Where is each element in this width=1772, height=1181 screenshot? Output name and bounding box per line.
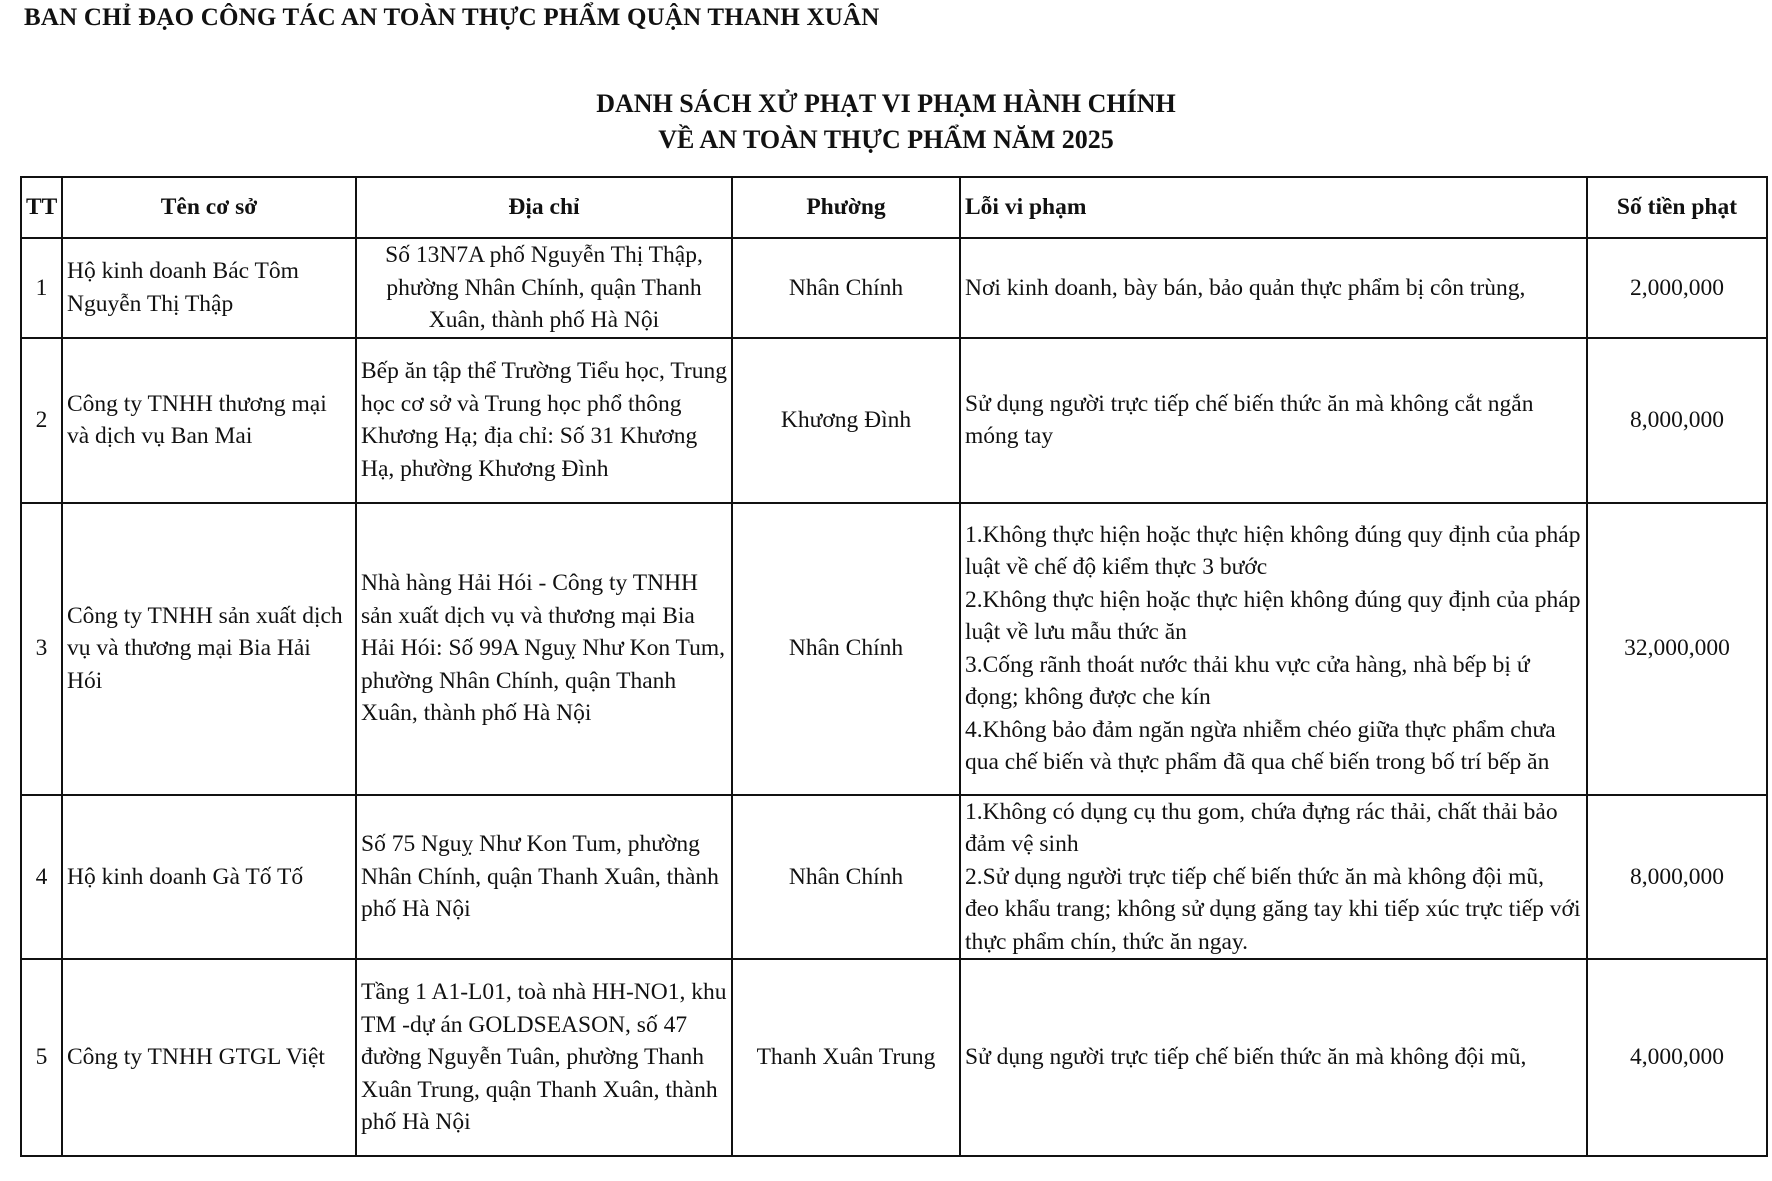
cell-fine: 8,000,000 [1587, 338, 1767, 503]
cell-ward: Nhân Chính [732, 795, 960, 960]
cell-name: Công ty TNHH thương mại và dịch vụ Ban Mai [62, 338, 356, 503]
cell-tt: 5 [21, 959, 62, 1156]
cell-ward: Nhân Chính [732, 238, 960, 338]
violations-table [20, 176, 1768, 1157]
violation-item: 3.Cống rãnh thoát nước thải khu vực cửa hàng, nhà bếp bị ứ đọng; không được che kín [965, 651, 1530, 710]
cell-tt: 3 [21, 503, 62, 795]
table-row [21, 338, 1767, 503]
cell-fine: 8,000,000 [1587, 795, 1767, 960]
cell-ward: Thanh Xuân Trung [732, 959, 960, 1156]
violation-item: Nơi kinh doanh, bày bán, bảo quản thực phẩm bị côn trùng, [965, 274, 1526, 301]
table-row [21, 503, 1767, 795]
cell-fine: 32,000,000 [1587, 503, 1767, 795]
violation-item: 2.Không thực hiện hoặc thực hiện không đúng quy định của pháp luật về lưu mẫu thức ăn [965, 586, 1581, 645]
cell-address: Nhà hàng Hải Hói - Công ty TNHH sản xuất dịch vụ và thương mại Bia Hải Hói: Số 99A Nguỵ Như Kon Tum, phường Nhân Chính, quận Thanh Xuân, thành phố Hà Nội [356, 503, 732, 795]
cell-tt: 1 [21, 238, 62, 338]
col-header-tt: TT [21, 177, 62, 238]
cell-address: Bếp ăn tập thể Trường Tiểu học, Trung học cơ sở và Trung học phổ thông Khương Hạ; địa chỉ: Số 31 Khương Hạ, phường Khương Đình [356, 338, 732, 503]
cell-address: Số 13N7A phố Nguyễn Thị Thập, phường Nhân Chính, quận Thanh Xuân, thành phố Hà Nội [356, 238, 732, 338]
cell-violation [960, 503, 1587, 795]
violation-item: 1.Không thực hiện hoặc thực hiện không đúng quy định của pháp luật về chế độ kiểm thực 3 bước [965, 521, 1581, 580]
organization-header: BAN CHỈ ĐẠO CÔNG TÁC AN TOÀN THỰC PHẨM QUẬN THANH XUÂN [24, 4, 880, 31]
cell-ward: Khương Đình [732, 338, 960, 503]
table-row [21, 795, 1767, 960]
cell-address: Tầng 1 A1-L01, toà nhà HH-NO1, khu TM -dự án GOLDSEASON, số 47 đường Nguyễn Tuân, phường Thanh Xuân Trung, quận Thanh Xuân, thành phố Hà Nội [356, 959, 732, 1156]
cell-tt: 2 [21, 338, 62, 503]
col-header-violation: Lỗi vi phạm [960, 177, 1587, 238]
cell-name: Hộ kinh doanh Bác Tôm Nguyễn Thị Thập [62, 238, 356, 338]
cell-fine: 4,000,000 [1587, 959, 1767, 1156]
document-title: DANH SÁCH XỬ PHẠT VI PHẠM HÀNH CHÍNH [596, 89, 1176, 118]
cell-ward: Nhân Chính [732, 503, 960, 795]
cell-name: Công ty TNHH GTGL Việt [62, 959, 356, 1156]
cell-name: Hộ kinh doanh Gà Tố Tố [62, 795, 356, 960]
col-header-address: Địa chỉ [356, 177, 732, 238]
table-header-row [21, 177, 1767, 238]
col-header-ward: Phường [732, 177, 960, 238]
col-header-name: Tên cơ sở [62, 177, 356, 238]
violation-item: Sử dụng người trực tiếp chế biến thức ăn mà không đội mũ, [965, 1044, 1527, 1071]
table-row [21, 238, 1767, 338]
cell-violation [960, 795, 1587, 960]
document-subtitle: VỀ AN TOÀN THỰC PHẨM NĂM 2025 [658, 125, 1114, 154]
cell-name: Công ty TNHH sản xuất dịch vụ và thương mại Bia Hải Hói [62, 503, 356, 795]
violation-item: 2.Sử dụng người trực tiếp chế biến thức ăn mà không đội mũ, đeo khẩu trang; không sử dụng găng tay khi tiếp xúc trực tiếp với thực phẩm chín, thức ăn ngay. [965, 863, 1581, 955]
cell-address: Số 75 Nguỵ Như Kon Tum, phường Nhân Chính, quận Thanh Xuân, thành phố Hà Nội [356, 795, 732, 960]
violation-item: 1.Không có dụng cụ thu gom, chứa đựng rác thải, chất thải bảo đảm vệ sinh [965, 798, 1558, 857]
violation-item: Sử dụng người trực tiếp chế biến thức ăn mà không cắt ngắn móng tay [965, 390, 1534, 449]
cell-fine: 2,000,000 [1587, 238, 1767, 338]
cell-violation [960, 338, 1587, 503]
cell-violation [960, 959, 1587, 1156]
violation-item: 4.Không bảo đảm ngăn ngừa nhiễm chéo giữa thực phẩm chưa qua chế biến và thực phẩm đã qua chế biến trong bố trí bếp ăn [965, 716, 1556, 775]
table-row [21, 959, 1767, 1156]
cell-violation [960, 238, 1587, 338]
cell-tt: 4 [21, 795, 62, 960]
col-header-fine: Số tiền phạt [1587, 177, 1767, 238]
